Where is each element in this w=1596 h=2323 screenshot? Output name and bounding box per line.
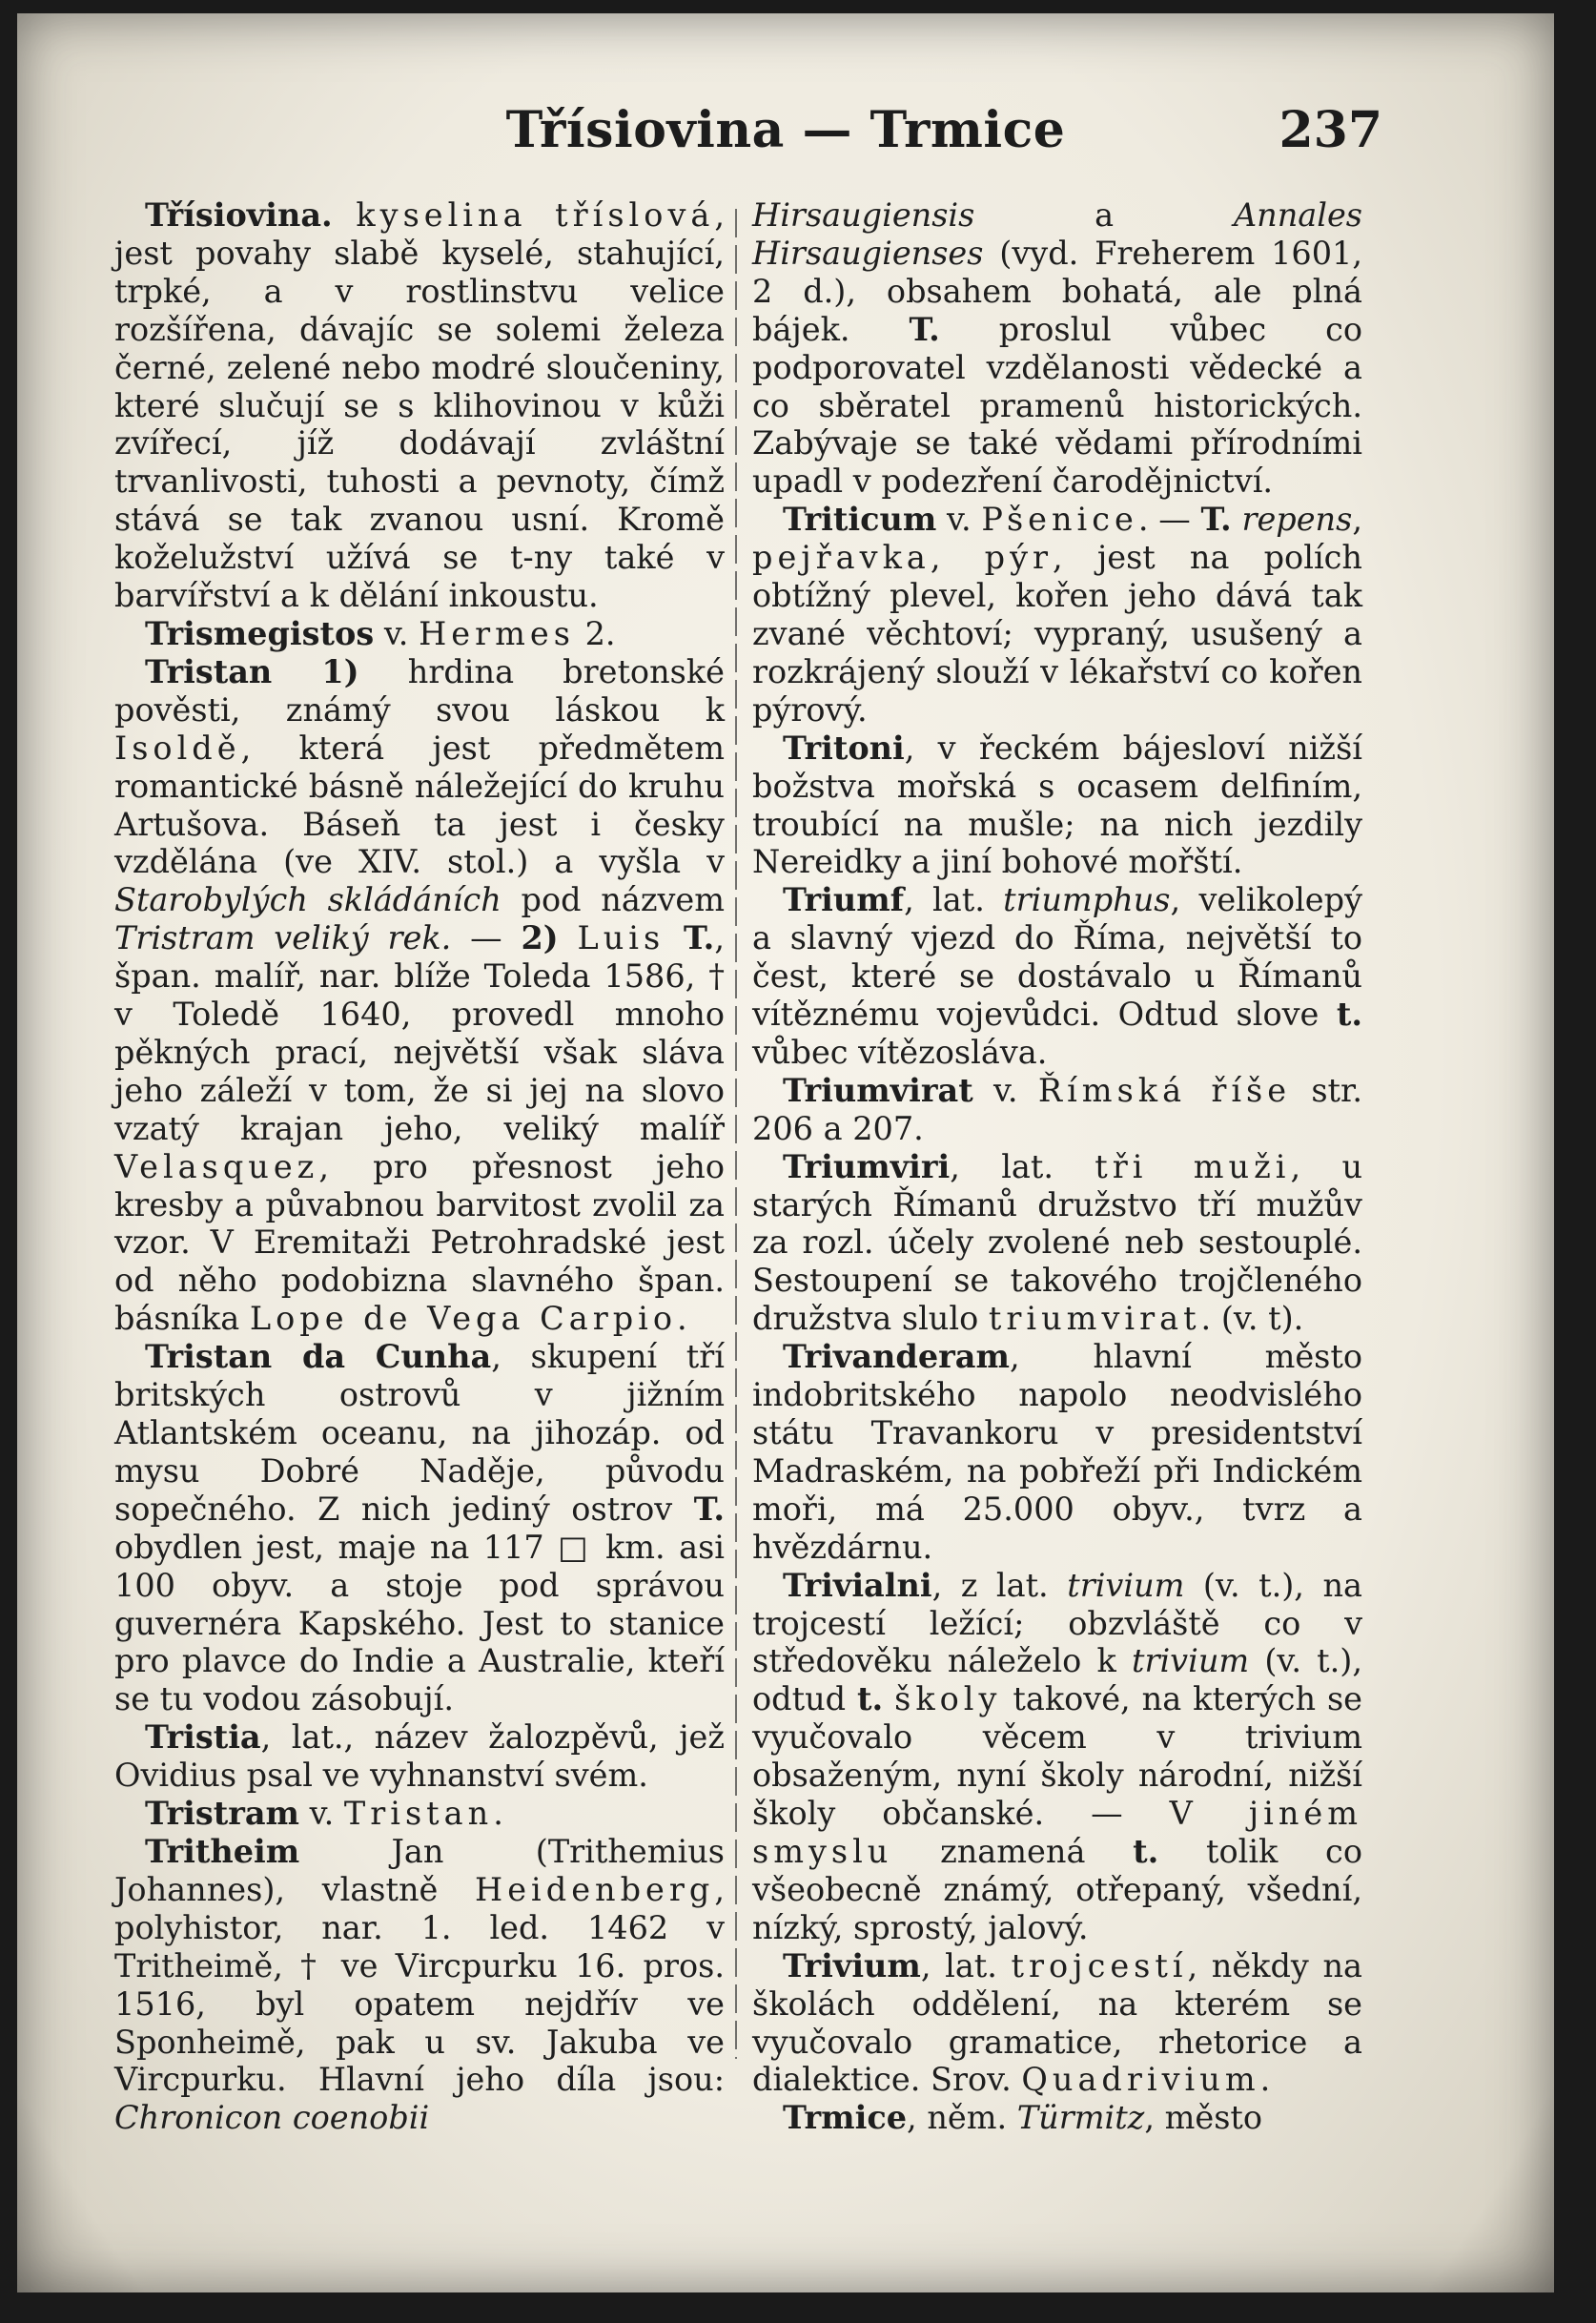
entry-text: t. [857, 1680, 884, 1718]
dictionary-entry [752, 1338, 1362, 1566]
entry-headword: Třísiovina. [145, 196, 333, 234]
entry-text: , velikolepý a slavný vjezd do Říma, největší to čest, které se dostávalo u Římanů vítěznému vojevůdci. Odtud slove [752, 881, 1362, 1034]
entry-text: t. [1133, 1832, 1159, 1870]
dictionary-entry [114, 653, 725, 1338]
entry-text: vůbec vítězosláva. [752, 1033, 1048, 1071]
entry-text: triumphus [1003, 881, 1171, 919]
entry-text: školy [894, 1680, 1002, 1718]
dictionary-entry [114, 1795, 725, 1833]
entry-text: , něm. [907, 2099, 1017, 2137]
entry-text: a [974, 196, 1234, 234]
entry-text: T. [909, 310, 940, 348]
dictionary-entry [752, 1947, 1362, 2100]
entry-text: (vyd. Freherem 1601, 2 d.), obsahem bohatá, ale plná bájek. [752, 234, 1362, 348]
entry-headword: Tristia [145, 1718, 261, 1757]
entry-text [333, 196, 357, 234]
entry-text [883, 1680, 894, 1717]
entry-headword: Tristan 1) [145, 652, 359, 690]
entry-text: Quadrivium [1021, 2061, 1260, 2099]
dictionary-entry [752, 881, 1362, 1072]
entry-text: Římská říše [1037, 1071, 1292, 1109]
entry-text: . [677, 1300, 687, 1338]
entry-text: Lope de Vega Carpio [249, 1300, 678, 1338]
entry-text: Chronicon coenobii [114, 2099, 430, 2137]
entry-text: — [451, 919, 522, 957]
entry-headword: Trismegistos [145, 614, 375, 652]
entry-text: , skupení tří britských ostrovů v jižním Atlantském oceanu, na jihozáp. od mysu Dobré Naděje, původu sopečného. Z nich jediný ostrov [114, 1338, 725, 1528]
entry-text: , polyhistor, nar. 1. led. 1462 v Tritheimě, † ve Vircpurku 16. pros. 1516, byl opatem nejdřív ve Sponheimě, pak u sv. Jakuba ve Vircpurku. Hlavní jeho díla jsou: [114, 1870, 725, 2099]
entry-text [665, 919, 684, 956]
entry-text: v. [374, 614, 419, 652]
entry-text: Annales Hirsaugienses [752, 196, 1362, 272]
dictionary-entry [114, 1718, 725, 1795]
entry-text: T. [684, 919, 715, 957]
entry-text: Hirsaugiensis [752, 196, 975, 234]
entry-text: 2. [574, 614, 616, 652]
entry-text: , lat. [920, 1946, 1012, 1984]
dictionary-entry [752, 1148, 1362, 1339]
entry-text: trojcestí [1011, 1946, 1188, 1984]
entry-text: , lat. [950, 1147, 1095, 1185]
entry-headword: Tritoni [783, 729, 905, 767]
dictionary-entry [752, 196, 1362, 501]
entry-text: , jest povahy slabě kyselé, stahující, trpké, a v rostlinstvu velice rozšířena, dávajíc se solemi železa černé, zelené nebo modré sloučeniny, které slučují se s klihovinou v kůži zvířecí, jíž dodávají zvláštní trvanlivosti, tuhosti a pevnoty, čímž stává se tak zvanou usní. Kromě koželužství užívá se t-ny také v barvířství a k dělání inkoustu. [114, 196, 725, 615]
entry-headword: Trivanderam [783, 1338, 1010, 1376]
entry-text: , z lat. [931, 1566, 1068, 1604]
entry-text: t. [1336, 996, 1362, 1034]
dictionary-entry [114, 1833, 725, 2137]
entry-text: , jest na polích obtížný plevel, kořen jeho dává tak zvané věchtoví; vypraný, usušený a rozkrájený slouží v lékařství co kořen pýrový. [752, 539, 1362, 729]
entry-headword: Triumvirat [783, 1071, 973, 1109]
left-column [114, 196, 725, 2137]
entry-headword: Trivialni [783, 1566, 932, 1604]
entry-text: v. [299, 1795, 344, 1833]
entry-text: T. [693, 1490, 725, 1528]
entry-text: Isoldě [114, 729, 241, 767]
entry-headword: Tristram [145, 1795, 300, 1833]
entry-text: Heidenberg [475, 1870, 715, 1908]
entry-text: Starobylých skládáních [114, 881, 501, 919]
entry-text: Türmitz [1016, 2099, 1145, 2137]
dictionary-entry [752, 730, 1362, 882]
dictionary-entry [752, 1072, 1362, 1148]
entry-text: proslul vůbec co podporovatel vzdělanosti vědecké a co sběratel pramenů historických. Zabývaje se také vědami přírodními upadl v podezření čarodějnictví. [752, 310, 1362, 501]
entry-headword: Triumviri [783, 1147, 951, 1185]
entry-text: obydlen jest, maje na 117 □ km. asi 100 obyv. a stoje pod správou guvernéra Kapského. Jest to stanice pro plavce do Indie a Australie, kteří se tu vodou zásobují. [114, 1528, 725, 1718]
entry-text: pejřavka, pýr [752, 539, 1054, 577]
right-column [752, 196, 1362, 2137]
entry-text: . [1259, 2061, 1271, 2099]
entry-text: (v. t.), odtud [752, 1642, 1362, 1718]
entry-text: , město [1144, 2099, 1263, 2137]
book-page [17, 13, 1554, 2292]
dictionary-entry [752, 501, 1362, 729]
entry-text: znamená [892, 1832, 1134, 1870]
entry-text: T. [1200, 501, 1232, 539]
entry-text: Jan (Trithemius Johannes), vlastně [114, 1832, 725, 1908]
entry-text: triumvirat [988, 1300, 1201, 1338]
entry-text: (v. t.), na trojcestí ležící; obzvláště co v středověku náleželo k [752, 1566, 1362, 1680]
entry-text [1232, 501, 1242, 538]
dictionary-entry [114, 615, 725, 653]
entry-text: trivium [1131, 1642, 1250, 1680]
running-head-title: Třísiovina — Trmice [505, 101, 1066, 159]
entry-text: Hermes [419, 614, 575, 652]
page-number: 237 [1279, 101, 1382, 159]
dictionary-entry [114, 1338, 725, 1718]
entry-text [559, 919, 578, 956]
entry-text: Velasquez [114, 1147, 319, 1185]
entry-headword: Trivium [783, 1946, 921, 1984]
dictionary-entry [114, 196, 725, 615]
entry-text: , lat. [904, 881, 1004, 919]
entry-text: tolik co všeobecně známý, otřepaný, všední, nízký, sprostý, jalový. [752, 1832, 1362, 1946]
entry-text: 2) [521, 919, 559, 957]
entry-text: . (v. t). [1200, 1300, 1304, 1338]
entry-text: kyselina tříslová [356, 196, 715, 234]
entry-text: , [1352, 501, 1362, 539]
entry-headword: Triticum [783, 501, 937, 539]
entry-text: V jiném smyslu [752, 1795, 1362, 1870]
entry-text: v. [972, 1071, 1038, 1109]
running-head [17, 92, 1554, 168]
entry-text: repens [1241, 501, 1353, 539]
entry-text: , pro přesnost jeho kresby a půvabnou barvitost zvolil za vzor. V Eremitaži Petrohradské jest od něho podobizna slavného špan. básníka [114, 1147, 725, 1338]
entry-text: takové, na kterých se vyučovalo věcem v trivium obsaženým, nyní školy národní, nižší školy občanské. — [752, 1680, 1362, 1833]
entry-text: Tristram veliký rek. [114, 919, 452, 957]
dictionary-entry [752, 2099, 1362, 2137]
entry-text: , v řeckém bájesloví nižší božstva mořská s ocasem delfiním, troubící na mušle; na nich jezdily Nereidky a jiní bohové mořští. [752, 729, 1362, 881]
entry-text: trivium [1067, 1566, 1185, 1604]
entry-text: Pšenice [981, 501, 1138, 539]
entry-headword: Tristan da Cunha [145, 1338, 492, 1376]
entry-text: , někdy na školách oddělení, na kterém se vyučovalo gramatice, rhetorice a dialektice. Srov. [752, 1946, 1362, 2099]
entry-text: , špan. malíř, nar. blíže Toleda 1586, † v Toledě 1640, provedl mnoho pěkných prací, největší však sláva jeho záleží v tom, že si jej na slovo vzatý krajan jeho, veliký malíř [114, 919, 725, 1147]
entry-text: str. 206 a 207. [752, 1071, 1362, 1147]
entry-text: . [493, 1795, 503, 1833]
column-divider [735, 209, 737, 2059]
entry-headword: Triumf [783, 881, 905, 919]
entry-text: , hlavní město indobritského napolo neodvislého státu Travankoru v presidentství Madraském, na pobřeží při Indickém moři, má 25.000 obyv., tvrz a hvězdárnu. [752, 1338, 1362, 1566]
entry-text: Tristan [343, 1795, 494, 1833]
entry-text: pod názvem [501, 881, 725, 919]
entry-text: . — [1137, 501, 1201, 539]
entry-text: Luis [577, 919, 665, 957]
entry-text: v. [936, 501, 982, 539]
entry-headword: Trmice [783, 2099, 908, 2137]
entry-text: , u starých Římanů družstvo tří mužův za rozl. účely zvolené neb sestouplé. Sestoupení se takového trojčleného družstva slulo [752, 1147, 1363, 1338]
entry-headword: Tritheim [145, 1832, 300, 1870]
dictionary-entry [752, 1567, 1362, 1947]
entry-text: , která jest předmětem romantické básně náležející do kruhu Artušova. Báseň ta jest i česky vzdělána (ve XIV. stol.) a vyšla v [114, 729, 725, 881]
entry-text: hrdina bretonské pověsti, známý svou láskou k [114, 652, 725, 729]
entry-text: tři muži [1095, 1147, 1291, 1185]
entry-text: , lat., název žalozpěvů, jež Ovidius psal ve vyhnanství svém. [114, 1718, 725, 1795]
